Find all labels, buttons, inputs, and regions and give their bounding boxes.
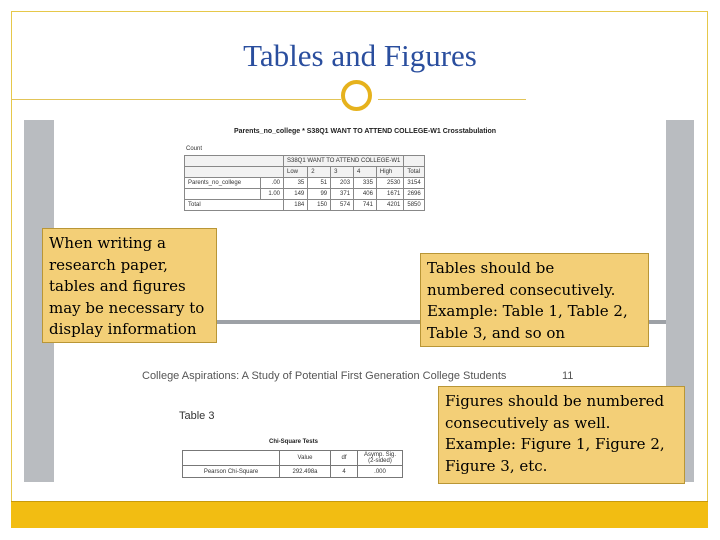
chi-square-table [182,450,403,478]
table-cell: 371 [331,189,354,200]
count-label: Count [186,146,203,152]
row-value: .00 [260,178,284,189]
title-divider-right [378,99,526,100]
chi-square-title: Chi-Square Tests [269,439,318,445]
table-cell: 741 [354,200,377,211]
table-cell: 5850 [404,200,424,211]
table-row [185,178,425,189]
table-label: Table 3 [179,410,215,422]
title-divider-left [11,99,341,100]
table-cell: 4201 [376,200,403,211]
table-cell: 2530 [376,178,403,189]
total-label: Total [185,200,284,211]
table-cell: 335 [354,178,377,189]
page-header: College Aspirations: A Study of Potential First Generation College Students [142,370,507,382]
column-header: Total [404,167,424,178]
row-value: 1.00 [260,189,284,200]
column-header: 2 [308,167,331,178]
table-cell: 150 [308,200,331,211]
table-cell: .000 [358,466,403,478]
table-cell: 3154 [404,178,424,189]
page-number: 11 [562,370,574,382]
column-header: 4 [354,167,377,178]
column-header: Value [280,451,331,466]
table-row [185,189,425,200]
table-row [185,156,425,167]
table-cell: 292.498a [280,466,331,478]
column-header: High [376,167,403,178]
row-variable: Parents_no_college [185,178,261,189]
crosstab-table [184,155,425,211]
group-header: S38Q1 WANT TO ATTEND COLLEGE-W1 [284,156,404,167]
callout-right-top: Tables should be numbered consecutively. Example: Table 1, Table 2, Table 3, and so on [420,253,649,347]
table-cell: 1671 [376,189,403,200]
footer-bar [11,501,708,528]
slide-title: Tables and Figures [243,38,477,73]
column-header: Asymp. Sig. (2-sided) [358,451,403,466]
column-header: Low [284,167,308,178]
circle-ornament-icon [341,80,372,111]
table-cell: 149 [284,189,308,200]
table-cell: 2696 [404,189,424,200]
column-header: df [331,451,358,466]
callout-right-bottom: Figures should be numbered consecutively as well. Example: Figure 1, Figure 2, Figure 3, etc. [438,386,685,484]
table-cell: 406 [354,189,377,200]
table-cell: 35 [284,178,308,189]
table-cell: 184 [284,200,308,211]
table-row [183,451,403,466]
table-row [185,167,425,178]
table-cell: 99 [308,189,331,200]
table-row [183,466,403,478]
table-cell: 51 [308,178,331,189]
callout-left: When writing a research paper, tables and figures may be necessary to display information [42,228,217,343]
crosstab-title: Parents_no_college * S38Q1 WANT TO ATTEND COLLEGE-W1 Crosstabulation [234,128,497,135]
table-cell: 203 [331,178,354,189]
table-row [185,200,425,211]
column-header [183,451,280,466]
column-header: 3 [331,167,354,178]
table-cell: 4 [331,466,358,478]
table-cell: Pearson Chi-Square [183,466,280,478]
table-cell: 574 [331,200,354,211]
